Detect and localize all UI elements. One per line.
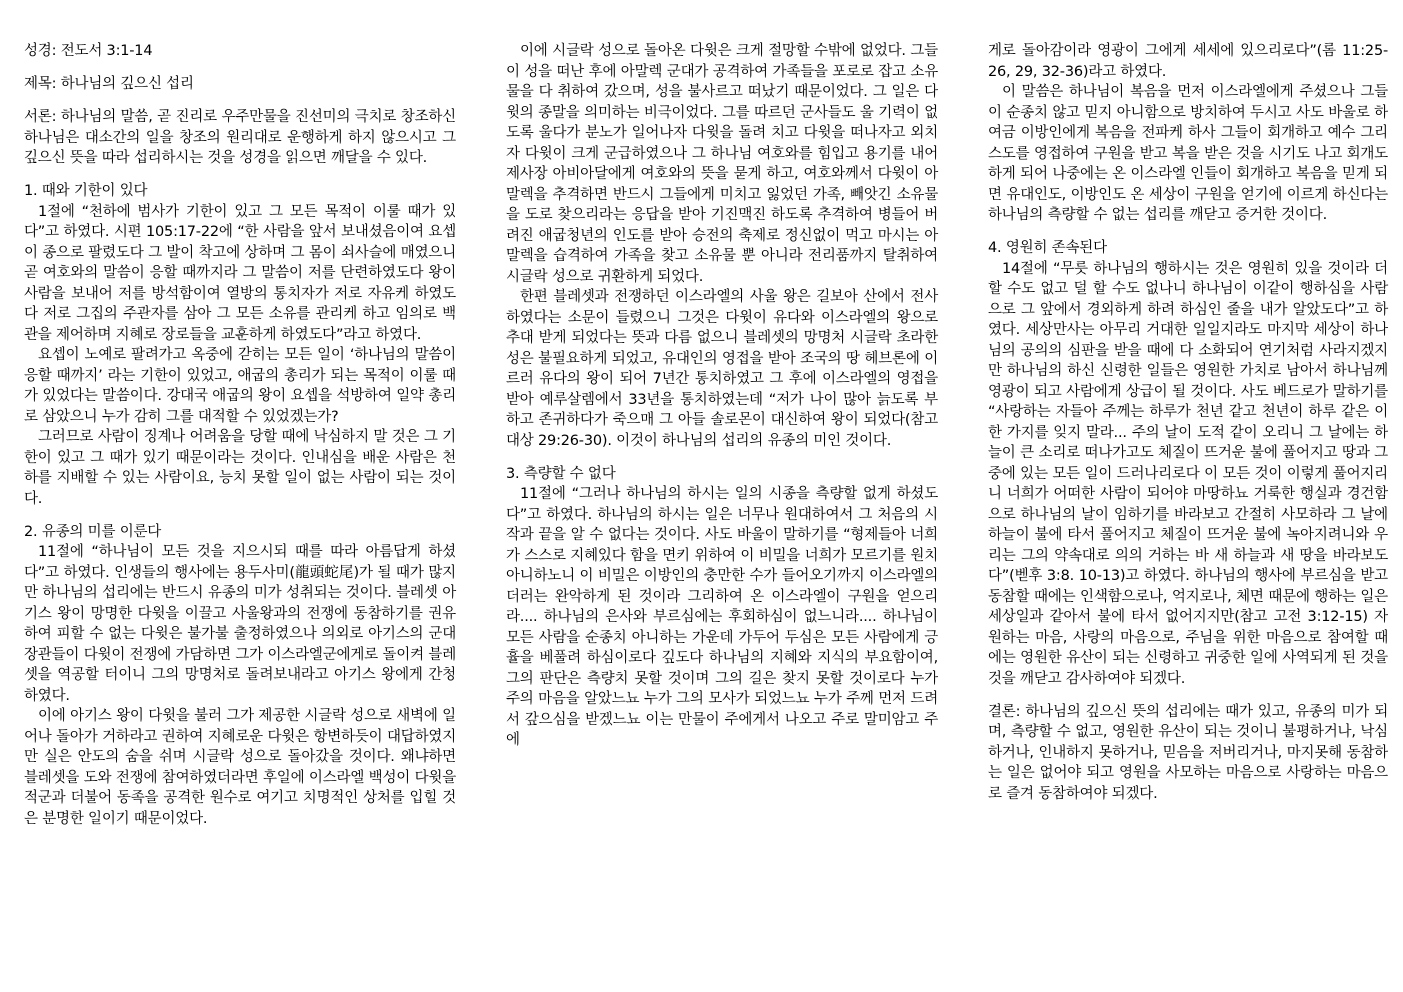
section-4-heading: 4. 영원히 존속된다 <box>988 240 1107 256</box>
column-3 <box>988 41 1388 804</box>
section-2-paragraph: 이에 시글락 성으로 돌아온 다윗은 크게 절망할 수밖에 없었다. 그들이 성을 떠난 후에 아말렉 군대가 공격하여 가족들을 포로로 잡고 소유물을 다 취하여 갔으며, 성을 불사르고 떠났기 때문이었다. 그 일은 다윗의 종말을 의미하는 비극이었다. 그를 따르던 군사들도 울 기력이 없도록 울다가 분노가 일어나자 다윗을 돌려 치고 다윗을 떠나자고 외치자 다윗이 크게 군급하였으나 그 하나님 여호와를 힘입고 용기를 내어 제사장 아비아달에게 여호와의 뜻을 묻게 하고, 여호와께서 다윗이 아말렉을 추격하면 반드시 그들에게 미치고 잃었던 가족, 빼앗긴 소유물을 도로 찾으리라는 응답을 받아 기진맥진 하도록 추격하여 병들어 버려진 애굽청년의 인도를 받아 승전의 축제로 정신없이 먹고 마시는 아말렉을 습격하여 가족을 찾고 소유물 뿐 아니라 전리품까지 탈취하여 시글락 성으로 귀환하게 되었다. <box>506 43 938 285</box>
column-1 <box>24 41 456 829</box>
section-3-heading: 3. 측량할 수 없다 <box>506 465 616 482</box>
section-2-heading: 2. 유종의 미를 이룬다 <box>24 523 162 540</box>
conclusion: 결론: 하나님의 깊으신 뜻의 섭리에는 때가 있고, 유종의 미가 되며, 측량할 수 없고, 영원한 유산이 되는 것이니 불평하거나, 낙심하거나, 인내하지 못하거나, 믿음을 저버리거나, 마지못해 동참하는 일은 없어야 되고 영원을 사모하는 마음으로 사랑하는 마음으로 즐겨 동참하여야 되겠다. <box>988 703 1388 802</box>
sermon-title: 제목: 하나님의 깊으신 섭리 <box>24 76 194 92</box>
section-1-paragraph: 그러므로 사람이 징계나 어려움을 당할 때에 낙심하지 말 것은 그 기한이 있고 그 때가 있기 때문이라는 것이다. 인내심을 배운 사람은 천하를 지배할 수 있는 사람이요, 능치 못할 일이 없는 사람이 되는 것이다. <box>24 429 456 507</box>
section-1-paragraph: 요셉이 노예로 팔려가고 옥중에 갇히는 모든 일이 ‘하나님의 말씀이 응할 때까지’ 라는 기한이 있었고, 애굽의 총리가 되는 목적이 이룰 때가 있었다는 말씀이다. 강대국 애굽의 왕이 요셉을 석방하여 일약 총리로 삼았으니 누가 감히 그를 대적할 수 있었겠는가? <box>24 347 456 425</box>
section-3-paragraph: 게로 돌아감이라 영광이 그에게 세세에 있으리로다”(롬 11:25-26, 29, 32-36)라고 하였다. <box>988 43 1388 80</box>
introduction: 서론: 하나님의 말씀, 곧 진리로 우주만물을 진선미의 극치로 창조하신 하나님은 대소간의 일을 창조의 원리대로 운행하게 하지 않으시고 그 깊으신 뜻을 따라 섭리하시는 것을 성경을 읽으면 깨달을 수 있다. <box>24 109 456 166</box>
section-1-heading: 1. 때와 기한이 있다 <box>24 183 148 199</box>
section-2-paragraph: 이에 아기스 왕이 다윗을 불러 그가 제공한 시글락 성으로 새벽에 일어나 돌아가 거하라고 권하여 지혜로운 다윗은 항변하듯이 대답하였지만 실은 안도의 숨을 쉬며 시글락 성으로 돌아갔을 것이다. 왜냐하면 블레셋을 도와 전쟁에 참여하였더라면 후일에 이스라엘 백성이 다윗을 적군과 더불어 동족을 공격한 원수로 여기고 치명적인 상처를 입힐 것은 분명한 일이기 때문이었다. <box>24 708 456 827</box>
column-2 <box>506 41 938 751</box>
section-4-paragraph: 14절에 “무릇 하나님의 행하시는 것은 영원히 있을 것이라 더 할 수도 없고 덜 할 수도 없나니 하나님이 이같이 행하심을 사람으로 그 앞에서 경외하게 하려 하심인 줄을 내가 알았도다”고 하였다. 세상만사는 아무리 거대한 일일지라도 마지막 세상이 하나님의 공의의 심판을 받을 때에 다 소화되어 연기처럼 사라지겠지만 하나님의 하신 신령한 일들은 영원한 가치로 남아서 하나님께 영광이 되고 사람에게 상급이 될 것이다. 사도 베드로가 말하기를 “사랑하는 자들아 주께는 하루가 천년 같고 천년이 하루 같은 이 한 가지를 잊지 말라... 주의 날이 도적 같이 오리니 그 날에는 하늘이 큰 소리로 떠나가고도 체질이 뜨거운 불에 풀어지고 땅과 그 중에 있는 모든 일이 드러나리로다 이 모든 것이 이렇게 풀어지리니 너희가 어떠한 사람이 되어야 마땅하뇨 거룩한 행실과 경건함으로 하나님의 날이 임하기를 바라보고 간절히 사모하라 그 날에 하늘이 불에 타서 풀어지고 체질이 뜨거운 불에 녹아지려니와 우리는 그의 약속대로 의의 거하는 바 새 하늘과 새 땅을 바라보도다”(벧후 3:8. 10-13)고 하였다. 하나님의 행사에 부르심을 받고 동참할 때에는 인색함으로나, 억지로나, 체면 때문에 행하는 일은 세상일과 같아서 불에 타서 없어지지만(참고 고전 3:12-15) 자원하는 마음, 사랑의 마음으로, 주님을 위한 마음으로 참여할 때에는 영원한 유산이 되는 신령하고 귀중한 일에 사역되게 된 것을 것을 깨닫고 감사하여야 되겠다. <box>988 260 1388 687</box>
section-3-paragraph: 이 말씀은 하나님이 복음을 먼저 이스라엘에게 주셨으나 그들이 순종치 않고 믿지 아니함으로 방치하여 두시고 사도 바울로 하여금 이방인에게 복음을 전파케 하사 그들이 회개하고 예수 그리스도를 영접하여 구원을 받고 복을 받은 것을 시기도 나고 회개도 하게 되어 나중에는 온 이스라엘 인들이 회개하고 복음을 믿게 되면 유대인도, 이방인도 온 세상이 구원을 얻기에 이르게 하신다는 하나님의 측량할 수 없는 섭리를 깨닫고 증거한 것이다. <box>988 84 1388 223</box>
section-2-paragraph: 11절에 “하나님이 모든 것을 지으시되 때를 따라 아름답게 하셨다”고 하였다. 인생들의 행사에는 용두사미(龍頭蛇尾)가 될 때가 많지만 하나님의 섭리에는 반드시 유종의 미가 성취되는 것이다. 블레셋 아기스 왕이 망명한 다윗을 이끌고 사울왕과의 전쟁에 동참하기를 권유하여 피할 수 없는 다윗은 불가불 출정하였으나 의외로 아기스의 군대장관들이 다윗이 전쟁에 가담하면 그가 이스라엘군에게로 돌이켜 블레셋을 역공할 터이니 그의 망명처로 돌려보내라고 아기스 왕에게 간청하였다. <box>24 544 456 704</box>
section-3-paragraph: 11절에 “그러나 하나님의 하시는 일의 시종을 측량할 없게 하셨도다”고 하였다. 하나님의 하시는 일은 너무나 원대하여서 그 처음의 시작과 끝을 알 수 없다는 것이다. 사도 바울이 말하기를 “형제들아 너희가 스스로 지혜있다 함을 면키 위하여 이 비밀을 너희가 모르기를 원치 아니하노니 이 비밀은 이방인의 충만한 수가 들어오기까지 이스라엘의 더러는 완악하게 된 것이라 그리하여 온 이스라엘이 구원을 얻으리라.... 하나님의 은사와 부르심에는 후회하심이 없느니라.... 하나님이 모든 사람을 순종치 아니하는 가운데 가두어 두심은 모든 사람에게 긍휼을 베풀려 하심이로다 깊도다 하나님의 지혜와 지식의 부요함이여, 그의 판단은 측량치 못할 것이며 그의 길은 찾지 못할 것이로다 누가 주의 마음을 알았느뇨 누가 그의 모사가 되었느뇨 누가 주께 먼저 드려서 갚으심을 받겠느뇨 이는 만물이 주에게서 나오고 주로 말미암고 주에 <box>506 486 938 748</box>
section-2-paragraph: 한편 블레셋과 전쟁하던 이스라엘의 사울 왕은 길보아 산에서 전사하였다는 소문이 들렸으니 그것은 다윗이 유다와 이스라엘의 왕으로 추대 받게 되었다는 뜻과 다름 없으니 블레셋의 망명처 시글락 초라한 성은 불필요하게 되었고, 유대인의 영접을 받아 조국의 땅 헤브론에 이르러 유다의 왕이 되어 7년간 통치하였고 그 후에 이스라엘의 영접을 받아 예루살렘에서 33년을 통치하였는데 “저가 나이 많아 늙도록 부하고 존귀하다가 죽으매 그 아들 솔로몬이 대신하여 왕이 되었다(참고 대상 29:26-30). 이것이 하나님의 섭리의 유종의 미인 것이다. <box>506 289 938 449</box>
scripture-reference: 성경: 전도서 3:1-14 <box>24 43 153 59</box>
section-1-paragraph: 1절에 “천하에 범사가 기한이 있고 그 모든 목적이 이룰 때가 있다”고 하였다. 시편 105:17-22에 “한 사람을 앞서 보내셨음이여 요셉이 종으로 팔렸도다 그 발이 착고에 상하며 그 몸이 쇠사슬에 매였으니 곧 여호와의 말씀이 응할 때까지라 그 말씀이 저를 단련하였도다 왕이 사람을 보내어 저를 방석함이여 열방의 통치자가 저로 자유케 하였도다 저로 그집의 주관자를 삼아 그 모든 소유를 관리케 하고 임의로 백관을 제어하며 지혜로 장로들을 교훈하게 하였도다”라고 하였다. <box>24 203 456 343</box>
